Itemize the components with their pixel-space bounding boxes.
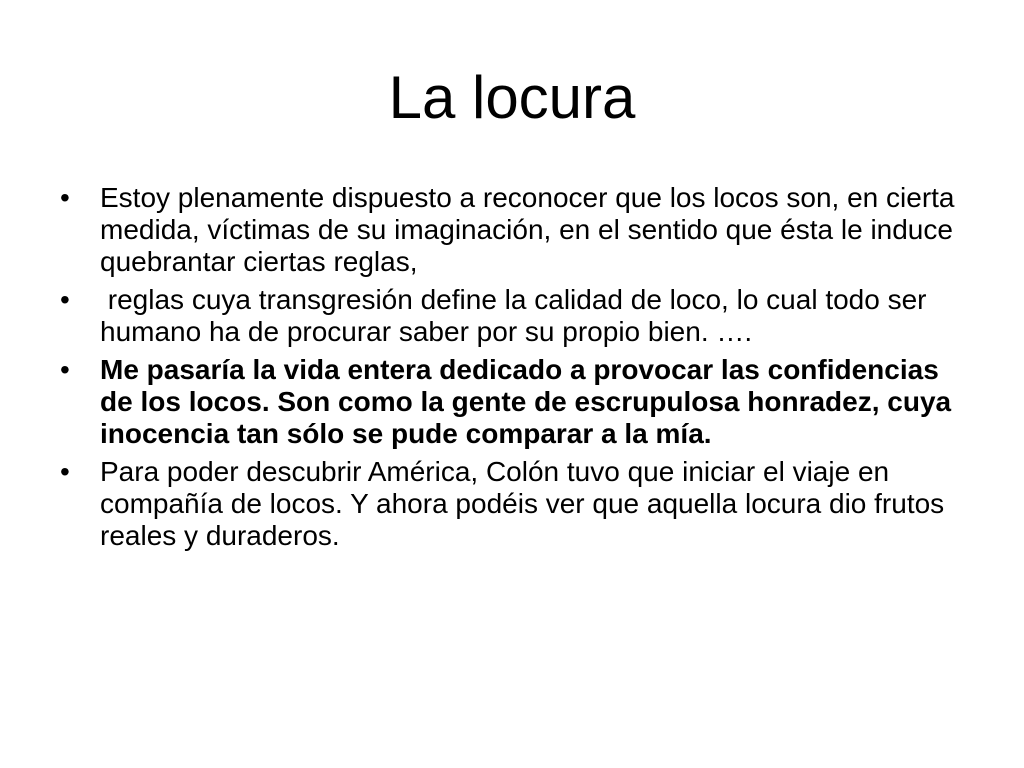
bullet-text: Para poder descubrir América, Colón tuvo que iniciar el viaje en compañía de locos. Y ahora podéis ver que aquella locura dio frutos reales y duraderos. bbox=[100, 456, 952, 551]
bullet-item-1 bbox=[58, 182, 963, 278]
bullet-icon: • bbox=[60, 284, 70, 315]
bullet-text: Me pasaría la vida entera dedicado a provocar las confidencias de los locos. Son como la gente de escrupulosa honradez, cuya inocencia tan sólo se pude comparar a la mía. bbox=[100, 354, 959, 449]
bullet-icon: • bbox=[60, 354, 70, 385]
bullet-icon: • bbox=[60, 182, 70, 213]
slide-title: La locura bbox=[388, 64, 636, 131]
bullet-list bbox=[58, 182, 963, 558]
bullet-text: reglas cuya transgresión define la calidad de loco, lo cual todo ser humano ha de procurar saber por su propio bien. …. bbox=[100, 284, 935, 347]
bullet-item-3 bbox=[58, 354, 958, 450]
bullet-item-4 bbox=[58, 456, 958, 552]
bullet-item-2 bbox=[58, 284, 958, 348]
bullet-text: Estoy plenamente dispuesto a reconocer que los locos son, en cierta medida, víctimas de su imaginación, en el sentido que ésta le induce quebrantar ciertas reglas, bbox=[100, 182, 963, 277]
bullet-icon: • bbox=[60, 456, 70, 487]
